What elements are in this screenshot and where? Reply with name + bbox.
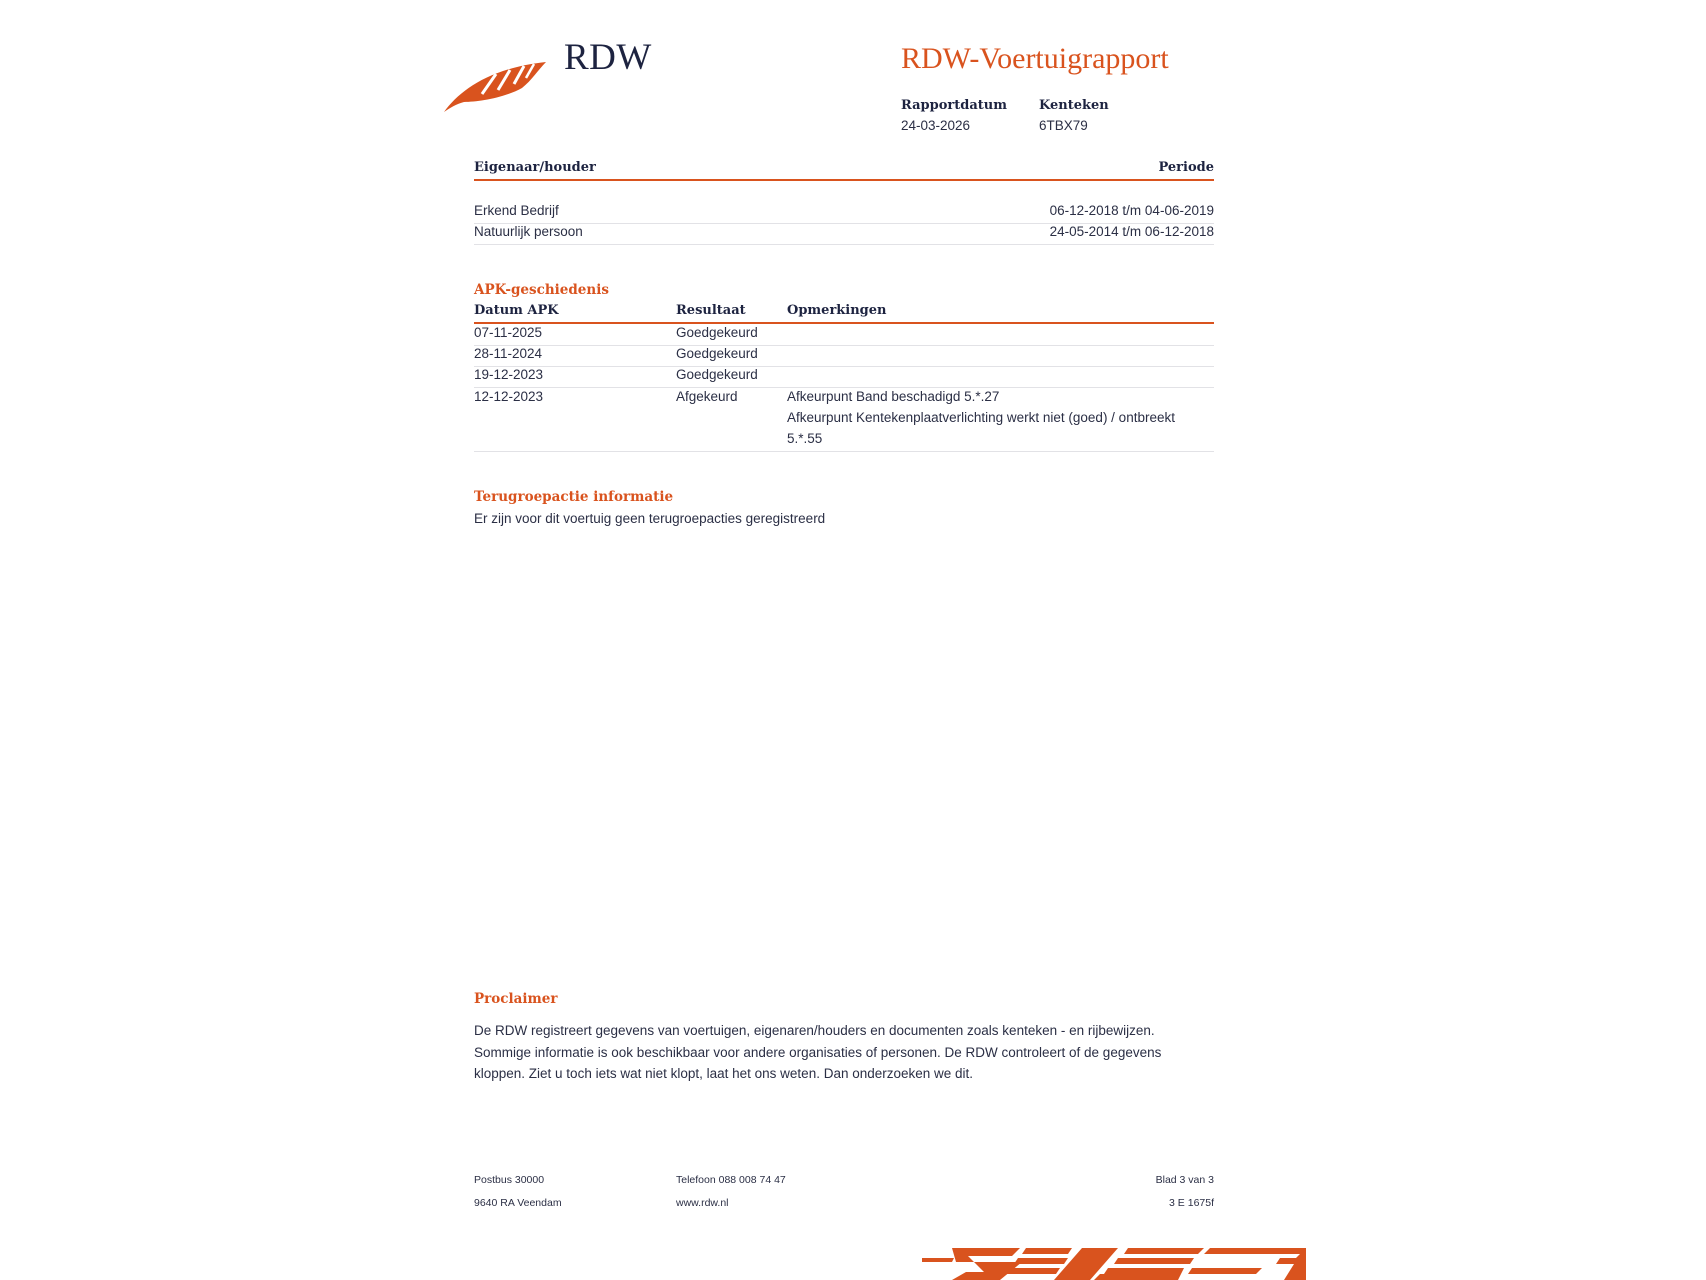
period-cell: 24-05-2014 t/m 06-12-2018	[1049, 224, 1214, 239]
proclaimer-body	[474, 1020, 1214, 1085]
footer-address-1: Postbus 30000	[474, 1174, 545, 1186]
footer-doc-code: 3 E 1675f	[1169, 1197, 1214, 1209]
report-title: RDW-Voertuigrapport	[901, 42, 1169, 75]
apk-col-result: Resultaat	[676, 303, 746, 318]
apk-result-cell: Goedgekeurd	[676, 346, 758, 361]
apk-result-cell: Goedgekeurd	[676, 367, 758, 382]
proclaimer-line: kloppen. Ziet u toch iets wat niet klopt, laat het ons weten. Dan onderzoeken we dit.	[474, 1066, 974, 1081]
plate-label: Kenteken	[1039, 98, 1109, 113]
apk-date-cell: 07-11-2025	[474, 325, 543, 340]
footer-address-2: 9640 RA Veendam	[474, 1197, 562, 1209]
proclaimer-line: De RDW registreert gegevens van voertuigen, eigenaren/houders en documenten zoals kenteken - en rijbewijzen.	[474, 1023, 1155, 1038]
footer-phone: Telefoon 088 008 74 47	[676, 1174, 786, 1186]
owners-col-period: Periode	[1158, 160, 1214, 175]
row-divider	[474, 451, 1214, 452]
apk-result-cell: Afgekeurd	[676, 389, 738, 404]
owner-cell: Erkend Bedrijf	[474, 203, 559, 218]
report-date-label: Rapportdatum	[901, 98, 1007, 113]
apk-date-cell: 28-11-2024	[474, 346, 543, 361]
footer-website[interactable]: www.rdw.nl	[676, 1197, 729, 1209]
proclaimer-title: Proclaimer	[474, 991, 558, 1007]
owners-header-rule	[474, 179, 1214, 181]
apk-header-rule	[474, 322, 1214, 324]
apk-remark-line: Afkeurpunt Kentekenplaatverlichting werkt niet (goed) / ontbreekt	[787, 410, 1175, 425]
row-divider	[474, 244, 1214, 245]
apk-remark-line: Afkeurpunt Band beschadigd 5.*.27	[787, 389, 1000, 404]
apk-result-cell: Goedgekeurd	[676, 325, 758, 340]
rdw-logo-icon	[442, 56, 552, 114]
apk-date-cell: 19-12-2023	[474, 367, 544, 382]
recall-text: Er zijn voor dit voertuig geen terugroepacties geregistreerd	[474, 511, 826, 526]
row-divider	[474, 345, 1214, 346]
period-cell: 06-12-2018 t/m 04-06-2019	[1049, 203, 1214, 218]
apk-date-cell: 12-12-2023	[474, 389, 544, 404]
apk-col-date: Datum APK	[474, 303, 559, 318]
footer-stripes-icon	[922, 1246, 1306, 1280]
row-divider	[474, 387, 1214, 388]
apk-col-remarks: Opmerkingen	[787, 303, 887, 318]
owners-col-owner: Eigenaar/houder	[474, 160, 596, 175]
report-date-value: 24-03-2026	[901, 118, 971, 133]
footer-page-number: Blad 3 van 3	[1155, 1174, 1214, 1186]
owner-cell: Natuurlijk persoon	[474, 224, 583, 239]
plate-value: 6TBX79	[1039, 118, 1088, 133]
logo-text: RDW	[564, 37, 652, 78]
proclaimer-line: Sommige informatie is ook beschikbaar voor andere organisaties of personen. De RDW controleert of de gegevens	[474, 1044, 1162, 1060]
apk-remark-line: 5.*.55	[787, 431, 823, 446]
recall-section-title: Terugroepactie informatie	[474, 489, 674, 505]
apk-section-title: APK-geschiedenis	[474, 282, 609, 298]
row-divider	[474, 366, 1214, 367]
